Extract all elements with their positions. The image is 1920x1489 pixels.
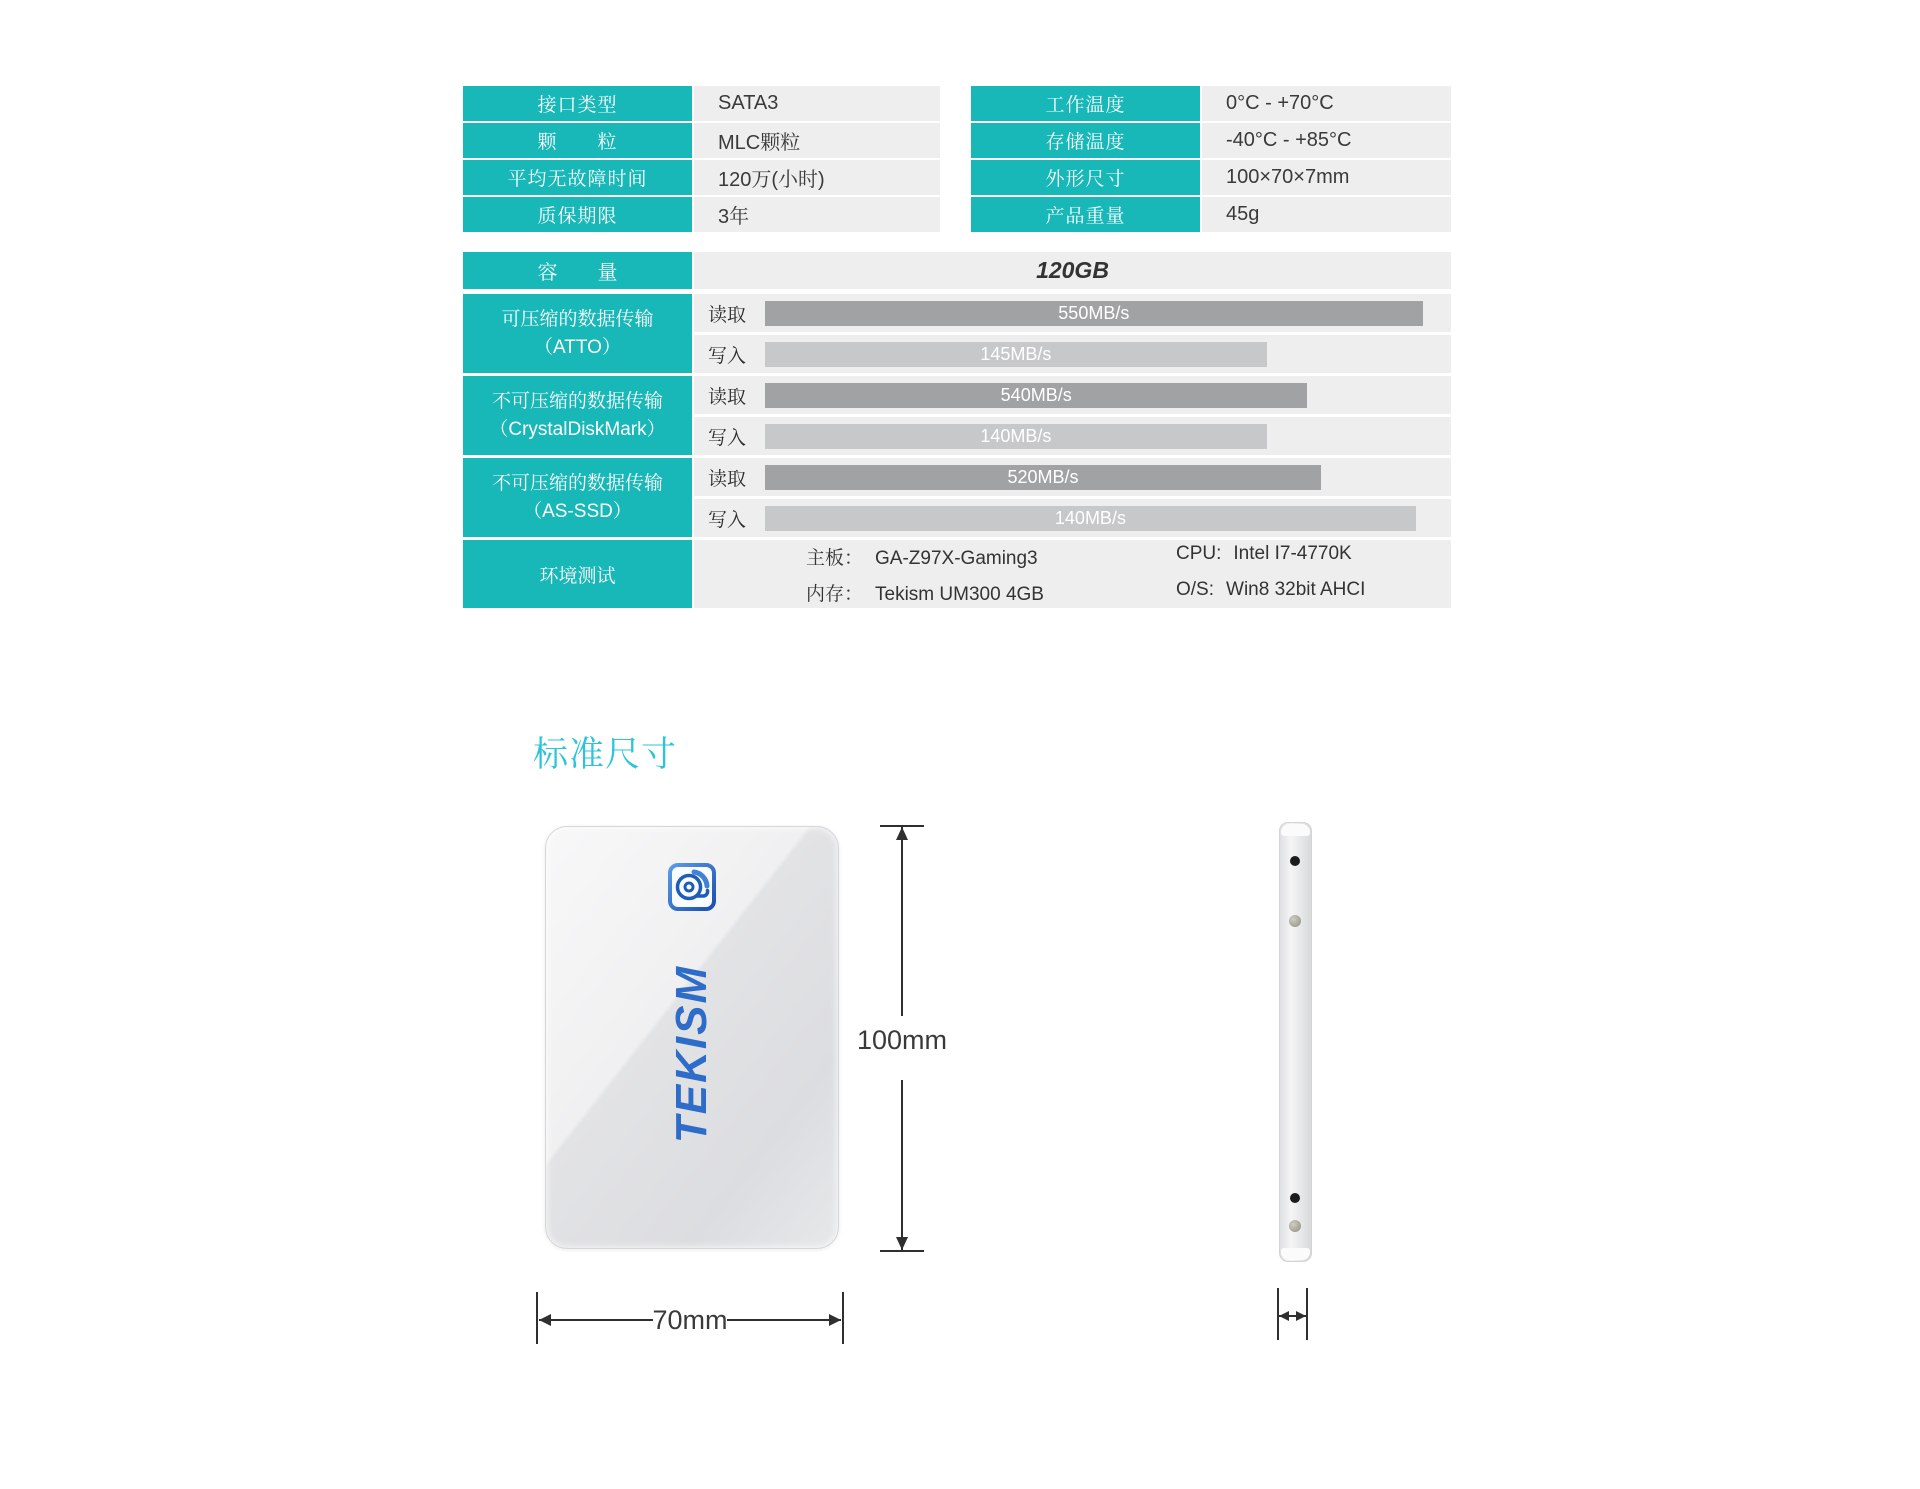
spec-value: MLC颗粒 (694, 123, 940, 158)
perf-section-as-ssd (463, 458, 1451, 537)
side-screw-icon (1289, 915, 1301, 927)
side-hole-icon (1290, 1193, 1300, 1203)
bar-value: 140MB/s (980, 425, 1052, 446)
read-bar (765, 301, 1423, 326)
read-bar-row (694, 376, 1451, 414)
spec-value: 0°C - +70°C (1202, 86, 1451, 121)
write-label: 写入 (708, 509, 747, 531)
bar-track (765, 342, 1443, 367)
write-label: 写入 (708, 345, 747, 367)
standard-size-heading: 标准尺寸 (533, 735, 678, 774)
spec-row (971, 160, 1451, 195)
perf-section-tool: （ATTO） (534, 336, 621, 358)
read-label: 读取 (708, 468, 747, 490)
bar-value: 145MB/s (980, 343, 1052, 364)
spec-value: 120万(小时) (694, 160, 940, 195)
env-item-memory: 内存： Tekism UM300 4GB (806, 583, 1044, 605)
bar-value: 550MB/s (1058, 302, 1130, 323)
spec-label: 外形尺寸 (971, 160, 1200, 195)
side-hole-icon (1290, 856, 1300, 866)
spec-row (463, 86, 940, 121)
read-bar-row (694, 294, 1451, 332)
height-dimension-label: 100mm (856, 1025, 948, 1055)
perf-section-name: 不可压缩的数据传输 (491, 390, 663, 412)
spec-value: 45g (1202, 197, 1451, 232)
ssd-side-view (1279, 822, 1312, 1262)
spec-label: 质保期限 (463, 197, 692, 232)
spec-label: 平均无故障时间 (463, 160, 692, 195)
write-label: 写入 (708, 427, 747, 449)
tekism-logo-icon (666, 859, 718, 915)
write-bar-row (694, 417, 1451, 455)
bar-track (765, 383, 1443, 408)
write-bar (765, 342, 1267, 367)
spec-row (463, 197, 940, 232)
perf-section-name: 不可压缩的数据传输 (491, 472, 663, 494)
perf-section-name: 可压缩的数据传输 (501, 308, 654, 330)
spec-value: -40°C - +85°C (1202, 123, 1451, 158)
perf-section-label (463, 458, 692, 537)
spec-label: 接口类型 (463, 86, 692, 121)
read-bar (765, 465, 1321, 490)
performance-table (463, 252, 1451, 608)
env-item-os: O/S: Win8 32bit AHCI (1176, 578, 1366, 600)
side-screw-icon (1289, 1220, 1301, 1232)
spec-label: 颗 粒 (463, 123, 692, 158)
perf-section-atto (463, 294, 1451, 373)
bar-track (765, 506, 1443, 531)
read-bar-row (694, 458, 1451, 496)
environment-label: 环境测试 (463, 540, 692, 608)
spec-row (463, 123, 940, 158)
ssd-front-view (545, 826, 839, 1249)
bar-track (765, 301, 1443, 326)
spec-table-left (463, 86, 940, 232)
env-item-motherboard: 主板： GA-Z97X-Gaming3 (806, 547, 1038, 569)
read-label: 读取 (708, 386, 747, 408)
capacity-row (463, 252, 1451, 289)
perf-section-crystaldiskmark (463, 376, 1451, 455)
spec-row (463, 160, 940, 195)
thickness-dimension-line (1262, 1286, 1324, 1344)
perf-section-tool: （CrystalDiskMark） (489, 418, 666, 440)
perf-section-label (463, 294, 692, 373)
environment-test-row (463, 540, 1451, 608)
bar-value: 520MB/s (1007, 466, 1079, 487)
bar-value: 140MB/s (1054, 507, 1126, 528)
spec-label: 工作温度 (971, 86, 1200, 121)
read-bar (765, 383, 1307, 408)
spec-value: 100×70×7mm (1202, 160, 1451, 195)
capacity-value: 120GB (694, 252, 1451, 289)
environment-grid (694, 540, 1451, 608)
read-label: 读取 (708, 304, 747, 326)
spec-value: SATA3 (694, 86, 940, 121)
width-dimension-label: 70mm (652, 1305, 728, 1335)
bar-track (765, 424, 1443, 449)
spec-row (971, 86, 1451, 121)
spec-label: 存储温度 (971, 123, 1200, 158)
write-bar (765, 506, 1416, 531)
capacity-label: 容 量 (463, 252, 692, 289)
env-item-cpu: CPU: Intel I7-4770K (1176, 542, 1352, 564)
write-bar-row (694, 499, 1451, 537)
perf-section-tool: （AS-SSD） (523, 500, 632, 522)
spec-row (971, 197, 1451, 232)
spec-label: 产品重量 (971, 197, 1200, 232)
tekism-wordmark: TEKISM (667, 965, 716, 1144)
spec-row (971, 123, 1451, 158)
perf-section-label (463, 376, 692, 455)
write-bar-row (694, 335, 1451, 373)
spec-value: 3年 (694, 197, 940, 232)
bar-track (765, 465, 1443, 490)
bar-value: 540MB/s (1000, 384, 1072, 405)
spec-table-right (971, 86, 1451, 232)
write-bar (765, 424, 1267, 449)
